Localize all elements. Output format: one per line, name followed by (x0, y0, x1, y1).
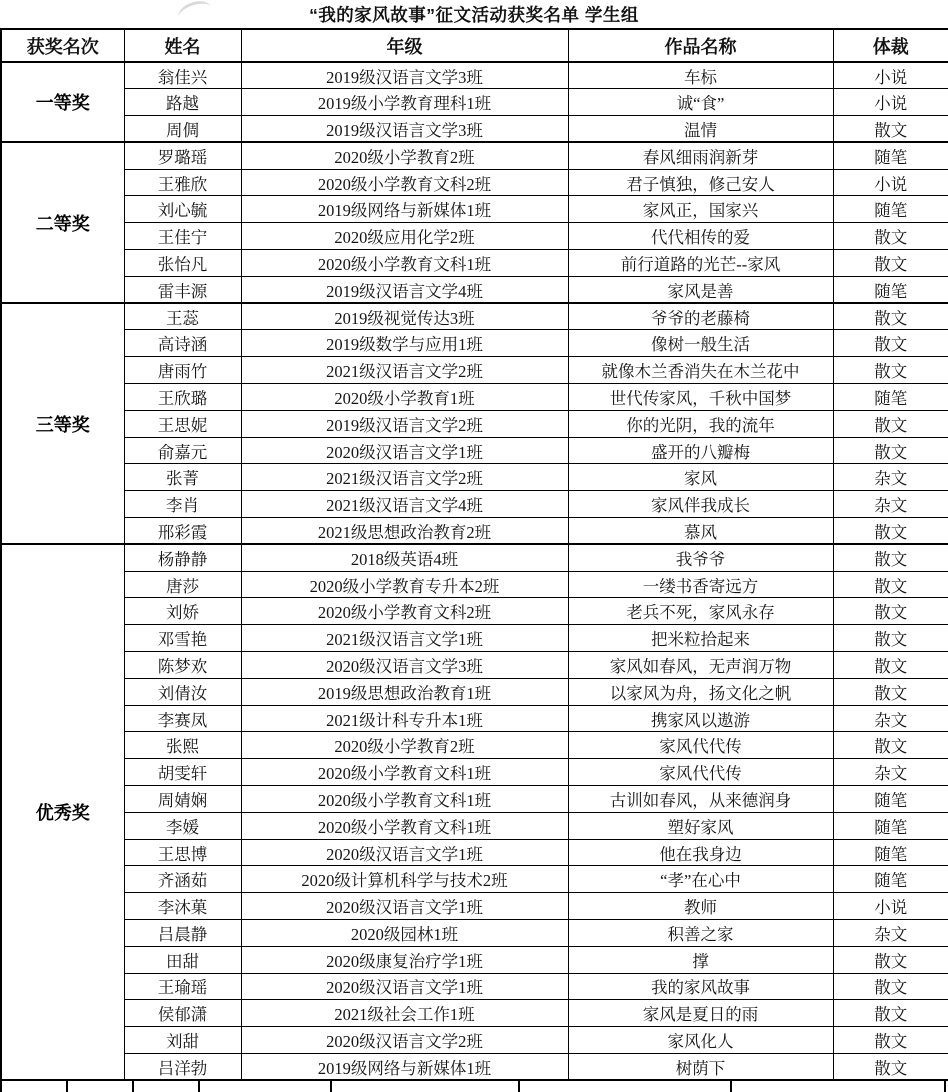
student-name-cell: 吕晨静 (124, 920, 241, 947)
class-cell: 2020级汉语言文学1班 (241, 839, 568, 866)
work-title-cell: 前行道路的光芒--家风 (568, 250, 833, 277)
student-name-cell: 侯郁潇 (124, 1000, 241, 1027)
class-cell: 2021级思想政治教育2班 (241, 518, 568, 545)
table-row (1, 303, 948, 330)
student-name-cell: 王佳宁 (124, 223, 241, 250)
table-row (1, 62, 948, 89)
table-row (1, 250, 948, 277)
genre-cell: 杂文 (833, 491, 948, 518)
student-name-cell: 罗璐瑶 (124, 142, 241, 169)
genre-cell: 杂文 (833, 464, 948, 491)
class-cell: 2021级汉语言文学4班 (241, 491, 568, 518)
table-row (1, 866, 948, 893)
table-row (1, 705, 948, 732)
student-name-cell: 李赛凤 (124, 705, 241, 732)
genre-cell: 小说 (833, 169, 948, 196)
work-title-cell: 君子慎独，修己安人 (568, 169, 833, 196)
genre-cell: 散文 (833, 598, 948, 625)
student-name-cell: 周婧娴 (124, 786, 241, 813)
genre-cell: 散文 (833, 625, 948, 652)
class-cell: 2021级汉语言文学2班 (241, 357, 568, 384)
genre-cell: 随笔 (833, 384, 948, 411)
table-row (1, 357, 948, 384)
student-name-cell: 杨静静 (124, 544, 241, 571)
genre-cell: 散文 (833, 357, 948, 384)
class-cell: 2019级汉语言文学2班 (241, 410, 568, 437)
student-name-cell: 陈梦欢 (124, 652, 241, 679)
student-name-cell: 张怡凡 (124, 250, 241, 277)
partial-row-divider (0, 1081, 2, 1092)
class-cell: 2019级网络与新媒体1班 (241, 196, 568, 223)
class-cell: 2020级小学教育文科2班 (241, 169, 568, 196)
work-title-cell: 代代相传的爱 (568, 223, 833, 250)
table-row (1, 1027, 948, 1054)
class-cell: 2020级小学教育文科1班 (241, 250, 568, 277)
column-header-work-title: 作品名称 (568, 29, 833, 62)
work-title-cell: 家风化人 (568, 1027, 833, 1054)
work-title-cell: 我爷爷 (568, 544, 833, 571)
partial-row-divider (66, 1081, 68, 1092)
genre-cell: 散文 (833, 678, 948, 705)
work-title-cell: 世代传家风，千秋中国梦 (568, 384, 833, 411)
work-title-cell: 树荫下 (568, 1053, 833, 1080)
genre-cell: 随笔 (833, 196, 948, 223)
work-title-cell: 我的家风故事 (568, 973, 833, 1000)
table-row (1, 223, 948, 250)
partial-row-divider (518, 1081, 520, 1092)
table-row (1, 169, 948, 196)
work-title-cell: 慕风 (568, 518, 833, 545)
work-title-cell: 家风是善 (568, 276, 833, 303)
genre-cell: 随笔 (833, 839, 948, 866)
work-title-cell: 爷爷的老藤椅 (568, 303, 833, 330)
class-cell: 2020级汉语言文学3班 (241, 652, 568, 679)
table-row (1, 491, 948, 518)
genre-cell: 小说 (833, 62, 948, 89)
class-cell: 2021级社会工作1班 (241, 1000, 568, 1027)
student-name-cell: 王瑜瑶 (124, 973, 241, 1000)
class-cell: 2018级英语4班 (241, 544, 568, 571)
work-title-cell: 塑好家风 (568, 812, 833, 839)
genre-cell: 散文 (833, 544, 948, 571)
awards-table (0, 28, 948, 1081)
student-name-cell: 王雅欣 (124, 169, 241, 196)
student-name-cell: 唐莎 (124, 571, 241, 598)
class-cell: 2020级应用化学2班 (241, 223, 568, 250)
work-title-cell: 温情 (568, 116, 833, 143)
student-name-cell: 王蕊 (124, 303, 241, 330)
column-header-student-name: 姓名 (124, 29, 241, 62)
student-name-cell: 齐涵茹 (124, 866, 241, 893)
class-cell: 2020级小学教育文科1班 (241, 812, 568, 839)
work-title-cell: 诚“食” (568, 89, 833, 116)
class-cell: 2019级数学与应用1班 (241, 330, 568, 357)
table-row (1, 786, 948, 813)
student-name-cell: 唐雨竹 (124, 357, 241, 384)
student-name-cell: 刘心毓 (124, 196, 241, 223)
class-cell: 2019级思想政治教育1班 (241, 678, 568, 705)
class-cell: 2021级汉语言文学1班 (241, 625, 568, 652)
genre-cell: 散文 (833, 116, 948, 143)
table-row (1, 116, 948, 143)
student-name-cell: 胡雯轩 (124, 759, 241, 786)
work-title-cell: 就像木兰香消失在木兰花中 (568, 357, 833, 384)
work-title-cell: 积善之家 (568, 920, 833, 947)
work-title-cell: 以家风为舟，扬文化之帆 (568, 678, 833, 705)
work-title-cell: 把米粒拾起来 (568, 625, 833, 652)
awards-table-body (1, 62, 948, 1080)
work-title-cell: 家风是夏日的雨 (568, 1000, 833, 1027)
class-cell: 2020级汉语言文学1班 (241, 437, 568, 464)
genre-cell: 散文 (833, 973, 948, 1000)
genre-cell: 散文 (833, 410, 948, 437)
work-title-cell: 家风伴我成长 (568, 491, 833, 518)
work-title-cell: 老兵不死，家风永存 (568, 598, 833, 625)
student-name-cell: 雷丰源 (124, 276, 241, 303)
class-cell: 2020级汉语言文学1班 (241, 893, 568, 920)
work-title-cell: 古训如春风，从来德润身 (568, 786, 833, 813)
genre-cell: 随笔 (833, 786, 948, 813)
table-row (1, 571, 948, 598)
student-name-cell: 刘倩汝 (124, 678, 241, 705)
class-cell: 2020级汉语言文学1班 (241, 973, 568, 1000)
award-rank-cell: 优秀奖 (1, 544, 124, 1080)
student-name-cell: 周倜 (124, 116, 241, 143)
student-name-cell: 田甜 (124, 946, 241, 973)
award-rank-cell: 一等奖 (1, 62, 124, 142)
class-cell: 2020级小学教育2班 (241, 732, 568, 759)
student-name-cell: 俞嘉元 (124, 437, 241, 464)
student-name-cell: 刘娇 (124, 598, 241, 625)
class-cell: 2021级汉语言文学2班 (241, 464, 568, 491)
award-rank-cell: 三等奖 (1, 303, 124, 544)
class-cell: 2020级小学教育文科2班 (241, 598, 568, 625)
table-row (1, 464, 948, 491)
genre-cell: 随笔 (833, 142, 948, 169)
genre-cell: 散文 (833, 1000, 948, 1027)
class-cell: 2021级计科专升本1班 (241, 705, 568, 732)
genre-cell: 散文 (833, 303, 948, 330)
work-title-cell: 家风代代传 (568, 732, 833, 759)
genre-cell: 散文 (833, 571, 948, 598)
class-cell: 2020级园林1班 (241, 920, 568, 947)
work-title-cell: 家风如春风，无声润万物 (568, 652, 833, 679)
genre-cell: 散文 (833, 250, 948, 277)
genre-cell: 随笔 (833, 276, 948, 303)
column-header-award-rank: 获奖名次 (1, 29, 124, 62)
student-name-cell: 李肖 (124, 491, 241, 518)
genre-cell: 散文 (833, 437, 948, 464)
work-title-cell: 你的光阴，我的流年 (568, 410, 833, 437)
genre-cell: 小说 (833, 89, 948, 116)
genre-cell: 散文 (833, 330, 948, 357)
class-cell: 2020级汉语言文学2班 (241, 1027, 568, 1054)
work-title-cell: 他在我身边 (568, 839, 833, 866)
table-row (1, 1000, 948, 1027)
genre-cell: 散文 (833, 518, 948, 545)
class-cell: 2019级视觉传达3班 (241, 303, 568, 330)
table-row (1, 732, 948, 759)
work-title-cell: 一缕书香寄远方 (568, 571, 833, 598)
student-name-cell: 王欣璐 (124, 384, 241, 411)
genre-cell: 随笔 (833, 812, 948, 839)
partial-row-divider (132, 1081, 134, 1092)
class-cell: 2019级汉语言文学4班 (241, 276, 568, 303)
partial-row-divider (730, 1081, 732, 1092)
work-title-cell: 携家风以遨游 (568, 705, 833, 732)
table-row (1, 839, 948, 866)
work-title-cell: 教师 (568, 893, 833, 920)
class-cell: 2020级小学教育文科1班 (241, 759, 568, 786)
table-row (1, 89, 948, 116)
genre-cell: 散文 (833, 223, 948, 250)
student-name-cell: 邢彩霞 (124, 518, 241, 545)
student-name-cell: 高诗涵 (124, 330, 241, 357)
next-table-partial-row (0, 1081, 948, 1092)
student-name-cell: 张菁 (124, 464, 241, 491)
class-cell: 2020级康复治疗学1班 (241, 946, 568, 973)
class-cell: 2019级小学教育理科1班 (241, 89, 568, 116)
student-name-cell: 邓雪艳 (124, 625, 241, 652)
genre-cell: 散文 (833, 652, 948, 679)
table-row (1, 518, 948, 545)
class-cell: 2020级小学教育文科1班 (241, 786, 568, 813)
genre-cell: 散文 (833, 1027, 948, 1054)
genre-cell: 散文 (833, 1053, 948, 1080)
genre-cell: 随笔 (833, 866, 948, 893)
column-header-genre: 体裁 (833, 29, 948, 62)
class-cell: 2019级网络与新媒体1班 (241, 1053, 568, 1080)
work-title-cell: “孝”在心中 (568, 866, 833, 893)
class-cell: 2020级小学教育1班 (241, 384, 568, 411)
genre-cell: 散文 (833, 946, 948, 973)
genre-cell: 杂文 (833, 705, 948, 732)
work-title-cell: 撑 (568, 946, 833, 973)
table-row (1, 410, 948, 437)
table-row (1, 625, 948, 652)
table-row (1, 142, 948, 169)
work-title-cell: 车标 (568, 62, 833, 89)
table-row (1, 973, 948, 1000)
partial-row-divider (330, 1081, 332, 1092)
work-title-cell: 家风 (568, 464, 833, 491)
table-row (1, 330, 948, 357)
student-name-cell: 王思妮 (124, 410, 241, 437)
page-title: “我的家风故事”征文活动获奖名单 学生组 (309, 5, 639, 25)
work-title-cell: 盛开的八瓣梅 (568, 437, 833, 464)
table-row (1, 759, 948, 786)
class-cell: 2020级小学教育专升本2班 (241, 571, 568, 598)
genre-cell: 小说 (833, 893, 948, 920)
table-row (1, 1053, 948, 1080)
genre-cell: 杂文 (833, 759, 948, 786)
table-row (1, 437, 948, 464)
work-title-cell: 春风细雨润新芽 (568, 142, 833, 169)
table-row (1, 920, 948, 947)
table-row (1, 652, 948, 679)
student-name-cell: 吕洋勃 (124, 1053, 241, 1080)
class-cell: 2019级汉语言文学3班 (241, 116, 568, 143)
genre-cell: 散文 (833, 732, 948, 759)
table-row (1, 678, 948, 705)
award-rank-cell: 二等奖 (1, 142, 124, 303)
table-row (1, 893, 948, 920)
partial-row-divider (944, 1081, 946, 1092)
student-name-cell: 李媛 (124, 812, 241, 839)
table-row (1, 196, 948, 223)
student-name-cell: 李沐菓 (124, 893, 241, 920)
work-title-cell: 家风代代传 (568, 759, 833, 786)
table-row (1, 384, 948, 411)
class-cell: 2020级计算机科学与技术2班 (241, 866, 568, 893)
partial-row-divider (198, 1081, 200, 1092)
work-title-cell: 像树一般生活 (568, 330, 833, 357)
student-name-cell: 刘甜 (124, 1027, 241, 1054)
table-header-row (1, 29, 948, 62)
student-name-cell: 路越 (124, 89, 241, 116)
student-name-cell: 张熙 (124, 732, 241, 759)
student-name-cell: 王思博 (124, 839, 241, 866)
class-cell: 2019级汉语言文学3班 (241, 62, 568, 89)
student-name-cell: 翁佳兴 (124, 62, 241, 89)
table-row (1, 276, 948, 303)
column-header-class: 年级 (241, 29, 568, 62)
table-row (1, 812, 948, 839)
table-row (1, 598, 948, 625)
work-title-cell: 家风正，国家兴 (568, 196, 833, 223)
class-cell: 2020级小学教育2班 (241, 142, 568, 169)
table-row (1, 946, 948, 973)
table-row (1, 544, 948, 571)
genre-cell: 杂文 (833, 920, 948, 947)
